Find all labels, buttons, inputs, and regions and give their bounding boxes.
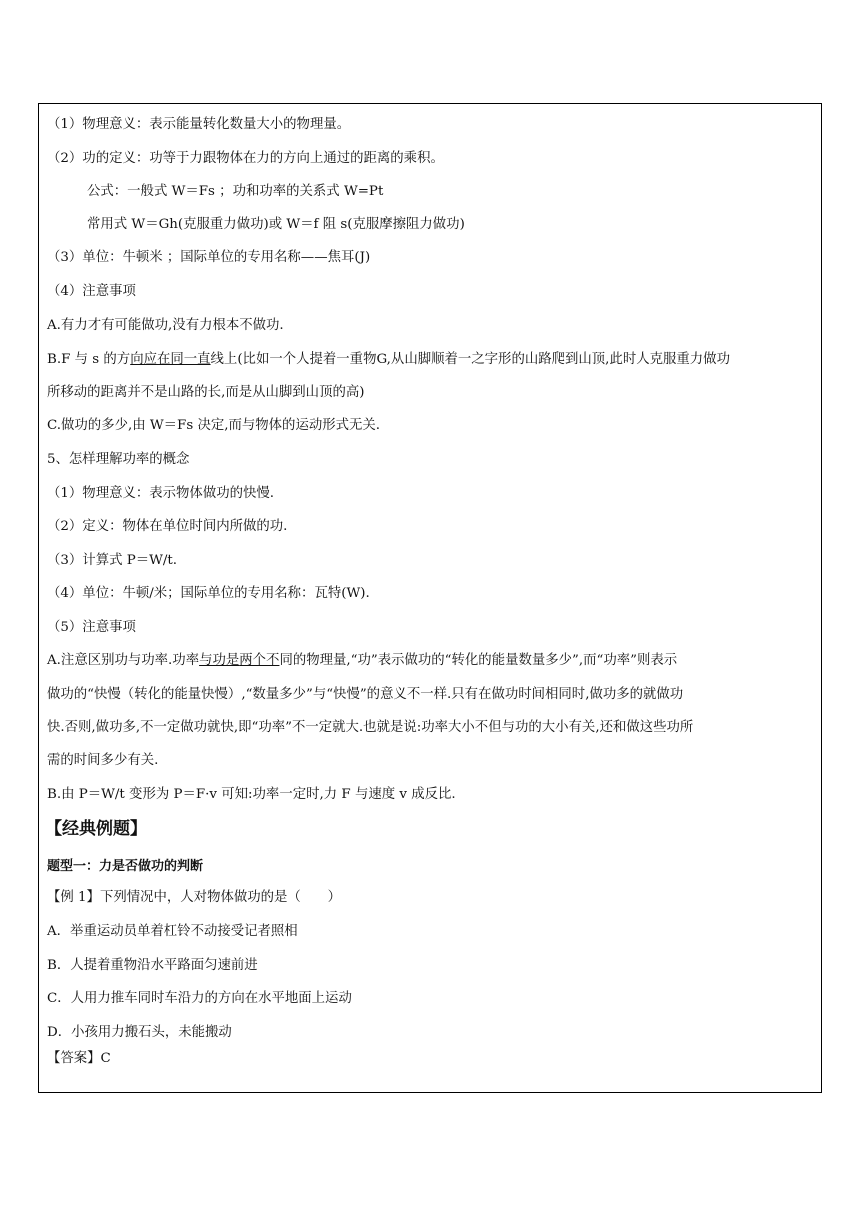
physics-meaning-line: （1）物理意义：表示能量转化数量大小的物理量。	[47, 117, 351, 132]
power-note-a-line3: 快.否则,做功多,不一定做功就快,即“功率”不一定就大.也就是说:功率大小不但与功的大小有关,还和做这些功所	[47, 720, 694, 735]
option-b: B．人提着重物沿水平路面匀速前进	[47, 958, 258, 973]
power-note-b-line: B.由 P＝W/t 变形为 P＝F·v 可知:功率一定时,力 F 与速度 v 成反比.	[47, 787, 456, 802]
answer-line: 【答案】C	[47, 1051, 111, 1066]
note-a-line: A.有力才有可能做功,没有力根本不做功.	[47, 318, 284, 333]
note-c-line: C.做功的多少,由 W＝Fs 决定,而与物体的运动形式无关.	[47, 418, 381, 433]
note-b-line	[47, 351, 730, 369]
formula-common-line: 常用式 W＝Gh(克服重力做功)或 W＝f 阻 s(克服摩擦阻力做功)	[87, 217, 465, 232]
notes-title-line: （4）注意事项	[47, 284, 136, 299]
power-note-a-line2: 做功的“快慢（转化的能量快慢）,“数量多少”与“快慢”的意义不一样.只有在做功时间相同时,做功多的就做功	[47, 687, 684, 702]
power-meaning-line: （1）物理意义：表示物体做功的快慢.	[47, 486, 275, 501]
power-note-a-part3: 同的物理量,“功”表示做功的“转化的能量数量多少”,而“功率”则表示	[279, 653, 678, 668]
option-a: A．举重运动员单着杠铃不动接受记者照相	[47, 924, 298, 939]
question-type-title: 题型一：力是否做功的判断	[47, 859, 204, 874]
example-question: 【例 1】下列情况中，人对物体做功的是（ ）	[47, 890, 341, 905]
power-definition-line: （2）定义：物体在单位时间内所做的功.	[47, 519, 288, 534]
power-note-a-part1: A.注意区别功与功率.功率	[47, 653, 200, 668]
power-note-a-underline1: 与功是	[199, 653, 240, 668]
power-note-a-line1	[47, 652, 677, 670]
power-unit-line: （4）单位：牛顿/米；国际单位的专用名称：瓦特(W).	[47, 586, 370, 601]
option-c: C．人用力推车同时车沿力的方向在水平地面上运动	[47, 991, 352, 1006]
note-b-underline: 向应在同一直	[130, 352, 211, 367]
content-box	[38, 103, 822, 1093]
unit-line: （3）单位：牛顿米 ；国际单位的专用名称——焦耳(J)	[47, 250, 371, 265]
power-formula-line: （3）计算式 P＝W/t.	[47, 553, 178, 568]
power-note-a-line4: 需的时间多少有关.	[47, 753, 159, 768]
option-d: D．小孩用力搬石头，未能搬动	[47, 1025, 232, 1040]
note-b-part1: B.F 与 s 的方	[47, 352, 131, 367]
formula-general-line: 公式：一般式 W＝Fs ；功和功率的关系式 W=Pt	[87, 184, 384, 199]
power-notes-title: （5）注意事项	[47, 620, 136, 635]
classic-examples-heading: 【经典例题】	[45, 819, 147, 839]
note-b-continuation: 所移动的距离并不是山路的长,而是从山脚到山顶的高)	[47, 385, 365, 400]
work-definition-line: （2）功的定义：功等于力跟物体在力的方向上通过的距离的乘积。	[47, 151, 444, 166]
note-b-part2: 线上(比如一个人提着一重物G,从山脚顺着一之字形的山路爬到山顶,此时人克服重力做功	[210, 352, 730, 367]
power-note-a-underline2: 两个不	[239, 653, 280, 668]
power-concept-title: 5、怎样理解功率的概念	[47, 452, 190, 467]
